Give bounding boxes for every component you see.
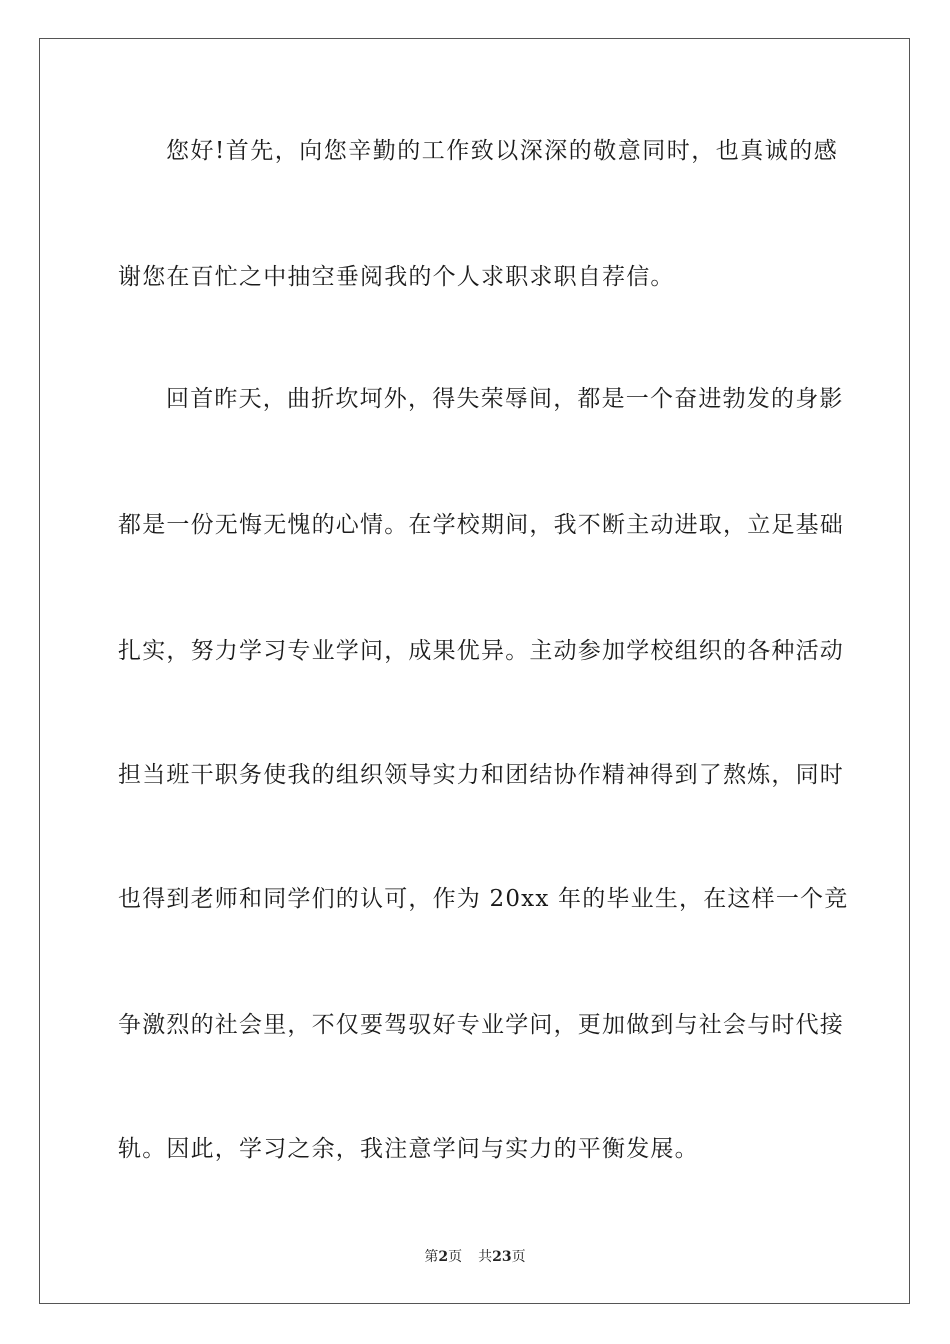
paragraph-1-line-1: 您好!首先，向您辛勤的工作致以深深的敬意同时，也真诚的感: [166, 138, 838, 164]
footer-page-suffix: 页: [448, 1249, 463, 1265]
footer-total-pages: 23: [492, 1249, 512, 1265]
page-footer: [0, 1248, 950, 1266]
paragraph-2-line-6: 争激烈的社会里，不仅要驾驭好专业学问，更加做到与社会与时代接: [118, 1012, 844, 1038]
paragraph-2-line-3: 扎实，努力学习专业学问，成果优异。主动参加学校组织的各种活动: [118, 638, 844, 664]
page-border: [39, 38, 910, 1304]
footer-page-number: 2: [438, 1249, 449, 1265]
paragraph-2-line-7: 轨。因此，学习之余，我注意学问与实力的平衡发展。: [118, 1136, 699, 1162]
paragraph-1-line-2: 谢您在百忙之中抽空垂阅我的个人求职求职自荐信。: [118, 264, 675, 290]
footer-total-suffix: 页: [511, 1249, 526, 1265]
footer-page-prefix: 第: [424, 1249, 439, 1265]
paragraph-2-line-5: 也得到老师和同学们的认可，作为 20xx 年的毕业生，在这样一个竞: [118, 886, 849, 912]
paragraph-2-line-1: 回首昨天，曲折坎坷外，得失荣辱间，都是一个奋进勃发的身影: [166, 386, 844, 412]
paragraph-2-line-4: 担当班干职务使我的组织领导实力和团结协作精神得到了熬炼，同时: [118, 762, 844, 788]
footer-total-prefix: 共: [478, 1249, 493, 1265]
paragraph-2-line-2: 都是一份无悔无愧的心情。在学校期间，我不断主动进取，立足基础: [118, 512, 844, 538]
